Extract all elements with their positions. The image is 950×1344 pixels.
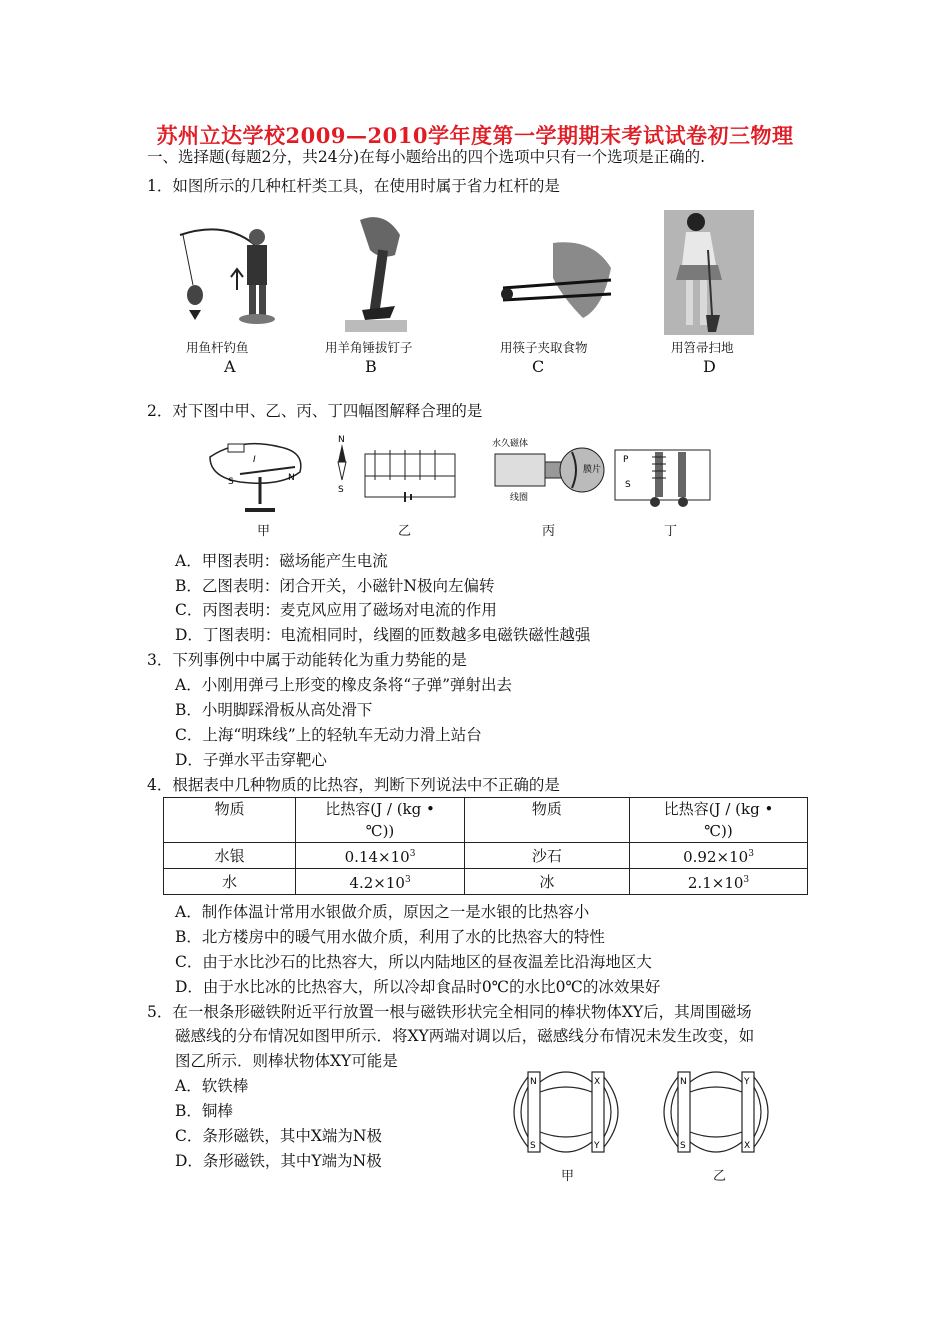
svg-text:P: P <box>623 455 629 465</box>
fig-label-ding: 丁 <box>664 524 678 539</box>
q2-option-a: A．甲图表明：磁场能产生电流 <box>175 552 388 570</box>
cell-substance: 水 <box>164 869 296 895</box>
cell-substance: 水银 <box>164 843 296 869</box>
q5-option-d: D．条形磁铁，其中Y端为N极 <box>175 1152 382 1170</box>
letter-d: D <box>703 357 716 376</box>
svg-text:S: S <box>338 485 344 495</box>
chopsticks-picture <box>493 238 618 323</box>
q5-option-b: B．铜棒 <box>175 1102 233 1120</box>
cell-value: $4.2\times 10^3$ <box>296 869 465 895</box>
header-heat-2: 比热容(J / (kg • ℃)) <box>630 798 808 843</box>
table-header-row <box>164 798 808 843</box>
svg-text:水久磁体: 水久磁体 <box>492 439 529 449</box>
section-heading: 一、选择题(每题2分，共24分)在每小题给出的四个选项中只有一个选项是正确的. <box>147 148 706 166</box>
q5-line-2: 磁感线的分布情况如图甲所示．将XY两端对调以后，磁感线分布情况未发生改变，如 <box>175 1027 755 1045</box>
letter-b: B <box>365 357 377 376</box>
q2-stem: 2．对下图中甲、乙、丙、丁四幅图解释合理的是 <box>147 402 483 420</box>
table-row <box>164 843 808 869</box>
svg-text:S: S <box>530 1141 536 1151</box>
cell-substance: 冰 <box>464 869 629 895</box>
svg-text:S: S <box>680 1141 686 1151</box>
svg-text:N: N <box>530 1077 537 1087</box>
caption-c: 用筷子夹取食物 <box>500 340 588 355</box>
q3-option-b: B．小明脚踩滑板从高处滑下 <box>175 701 373 719</box>
q5-line-1: 5．在一根条形磁铁附近平行放置一根与磁铁形状完全相同的棒状物体XY后，其周围磁场 <box>147 1003 752 1021</box>
fig-label-jia: 甲 <box>257 524 271 539</box>
q5-option-c: C．条形磁铁，其中X端为N极 <box>175 1127 382 1145</box>
q3-option-a: A．小刚用弹弓上形变的橡皮条将“子弹”弹射出去 <box>175 676 513 694</box>
svg-text:N: N <box>680 1077 687 1087</box>
magnetic-field-figures <box>500 1062 790 1162</box>
figure-yi-solenoid <box>338 435 455 502</box>
svg-text:X: X <box>744 1141 751 1151</box>
svg-text:X: X <box>594 1077 601 1087</box>
table-row <box>164 869 808 895</box>
q4-option-a: A．制作体温计常用水银做介质，原因之一是水银的比热容小 <box>175 903 590 921</box>
svg-text:线圈: 线圈 <box>510 493 529 503</box>
caption-d: 用笤帚扫地 <box>671 340 734 355</box>
q1-stem: 1．如图所示的几种杠杆类工具，在使用时属于省力杠杆的是 <box>147 177 560 195</box>
svg-text:N: N <box>338 435 345 445</box>
fig-label-yi: 乙 <box>398 524 412 539</box>
specific-heat-table <box>163 797 808 895</box>
cell-value: $0.92\times 10^3$ <box>630 843 808 869</box>
svg-text:I: I <box>253 455 256 465</box>
q4-option-d: D．由于水比冰的比热容大，所以冷却食品时0℃的水比0℃的冰效果好 <box>175 978 661 996</box>
claw-hammer-picture <box>340 210 415 335</box>
caption-b: 用羊角锤拔钉子 <box>325 340 413 355</box>
broom-picture <box>664 210 754 335</box>
q5-fig-label-yi: 乙 <box>713 1169 727 1184</box>
svg-text:Y: Y <box>594 1141 600 1151</box>
q3-stem: 3．下列事例中中属于动能转化为重力势能的是 <box>147 651 467 669</box>
fishing-picture <box>175 215 285 335</box>
letter-c: C <box>532 357 545 376</box>
q5-fig-label-jia: 甲 <box>561 1169 575 1184</box>
q5-line-3: 图乙所示．则棒状物体XY可能是 <box>175 1052 398 1070</box>
svg-text:S: S <box>625 480 631 490</box>
svg-text:膜片: 膜片 <box>583 465 602 475</box>
q4-option-c: C．由于水比沙石的比热容大，所以内陆地区的昼夜温差比沿海地区大 <box>175 953 652 971</box>
q5-option-a: A．软铁棒 <box>175 1077 249 1095</box>
q4-stem: 4．根据表中几种物质的比热容，判断下列说法中不正确的是 <box>147 776 560 794</box>
caption-a: 用鱼杆钓鱼 <box>186 340 249 355</box>
q2-option-d: D．丁图表明：电流相同时，线圈的匝数越多电磁铁磁性越强 <box>175 626 591 644</box>
header-heat-1: 比热容(J / (kg • ℃)) <box>296 798 465 843</box>
q3-option-d: D．子弹水平击穿靶心 <box>175 751 327 769</box>
cell-value: $0.14\times 10^3$ <box>296 843 465 869</box>
q3-option-c: C．上海“明珠线”上的轻轨车无动力滑上站台 <box>175 726 482 744</box>
cell-value: $2.1\times 10^3$ <box>630 869 808 895</box>
figure-bing-microphone <box>492 437 604 503</box>
header-substance-1: 物质 <box>164 798 296 843</box>
header-substance-2: 物质 <box>464 798 629 843</box>
fig-label-bing: 丙 <box>542 524 556 539</box>
figure-jia-oersted <box>210 444 301 510</box>
exam-title: 苏州立达学校2009—2010学年度第一学期期末考试试卷初三物理 <box>156 123 794 148</box>
svg-text:Y: Y <box>744 1077 750 1087</box>
cell-substance: 沙石 <box>464 843 629 869</box>
q2-figures <box>200 432 720 532</box>
q4-option-b: B．北方楼房中的暖气用水做介质，利用了水的比热容大的特性 <box>175 928 605 946</box>
q2-option-c: C．丙图表明：麦克风应用了磁场对电流的作用 <box>175 601 497 619</box>
figure-ding-electromagnet <box>615 450 710 507</box>
q2-option-b: B．乙图表明：闭合开关，小磁针N极向左偏转 <box>175 577 495 595</box>
letter-a: A <box>224 357 236 376</box>
svg-text:S: S <box>228 477 234 487</box>
svg-text:N: N <box>288 473 295 483</box>
